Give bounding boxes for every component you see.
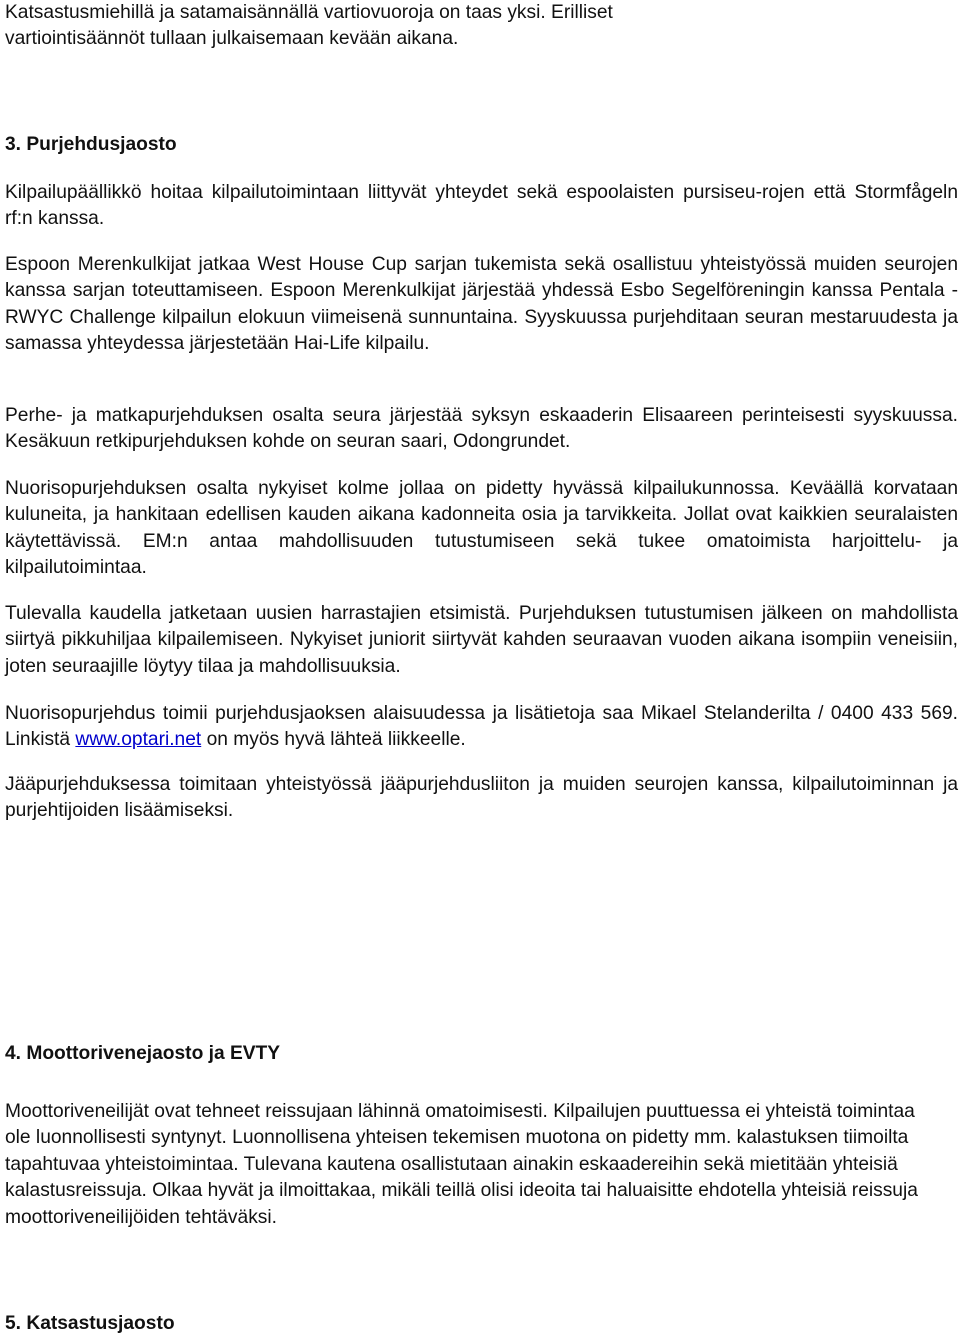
section-4-paragraph-1: Moottoriveneilijät ovat tehneet reissujaan lähinnä omatoimisesti. Kilpailujen puuttuessa ei yhteistä toimintaa ole luonnollisesti syntynyt. Luonnollisena yhteisen tekemisen muotona on pidetty mm. kalastuksen tiimoilta tapahtuvaa yhteistoimintaa. Tulevana kautena osallistutaan ainakin eskaadereihin sekä mietitään yhteisiä kalastusreissuja. Olkaa hyvät ja ilmoittakaa, mikäli teillä olisi ideoita tai haluaisitte ehdotella yhteisiä reissuja moottoriveneilijöiden tehtäväksi. (5, 1101, 918, 1228)
section-3-paragraph-6 (5, 701, 958, 754)
section-5-heading: 5. Katsastusjaosto (5, 1313, 175, 1334)
section-3-paragraph-2: Espoon Merenkulkijat jatkaa West House Cup sarjan tukemista sekä osallistuu yhteistyössä muiden seurojen kanssa sarjan toteuttamiseen. Espoon Merenkulkijat järjestää yhdessä Esbo Segelföreningin kanssa Pentala - RWYC Challenge kilpailun elokuun viimeisenä sunnuntaina. Syyskuussa purjehditaan seuran mestaruudesta ja samassa yhteydessa järjestetään Hai-Life kilpailu. (5, 254, 958, 355)
section-3-paragraph-1: Kilpailupäällikkö hoitaa kilpailutoimintaan liittyvät yhteydet sekä espoolaisten pursiseu-rojen että Stormfågeln rf:n kanssa. (5, 182, 958, 230)
section-4-heading: 4. Moottorivenejaosto ja EVTY (5, 1043, 281, 1064)
paragraph-6-text-start: Nuorisopurjehdus toimii purjehdusjaoksen alaisuudessa ja lisätietoja saa Mikael Stelanderilta / 0400 433 569. Linkistä (5, 703, 958, 751)
section-3-paragraph-3: Perhe- ja matkapurjehduksen osalta seura järjestää syksyn eskaaderin Elisaareen perinteisesti syyskuussa. Kesäkuun retkipurjehduksen kohde on seuran saari, Odongrundet. (5, 405, 958, 453)
section-3-paragraph-7: Jääpurjehduksessa toimitaan yhteistyössä jääpurjehdusliiton ja muiden seurojen kanssa, kilpailutoiminnan ja purjehtijoiden lisäämiseksi. (5, 774, 958, 822)
optari-link[interactable]: www.optari.net (75, 729, 202, 751)
section-3-paragraph-5: Tulevalla kaudella jatketaan uusien harrastajien etsimistä. Purjehduksen tutustumisen jälkeen on mahdollista siirtyä pikkuhiljaa kilpailemiseen. Nykyiset juniorit siirtyvät kahden seuraavan vuoden aikana isompiin veneisiin, joten seuraajille löytyy tilaa ja mahdollisuuksia. (5, 603, 958, 677)
paragraph-6-text-end: on myös hyvä lähteä liikkeelle. (201, 729, 466, 751)
section-3-paragraph-4: Nuorisopurjehduksen osalta nykyiset kolme jollaa on pidetty hyvässä kilpailukunnossa. Keväällä korvataan kuluneita, ja hankitaan edellisen kauden aikana kadonneita osia ja tarvikkeita. Jollat ovat kaikkien seuralaisten käytettävissä. EM:n antaa mahdollisuuden tutustumiseen sekä tukee omatoimista harjoittelu- ja kilpailutoimintaa. (5, 478, 958, 579)
section-3-heading: 3. Purjehdusjaosto (5, 134, 177, 155)
intro-paragraph: Katsastusmiehillä ja satamaisännällä vartiovuoroja on taas yksi. Erilliset vartiointisäännöt tullaan julkaisemaan kevään aikana. (5, 2, 613, 50)
